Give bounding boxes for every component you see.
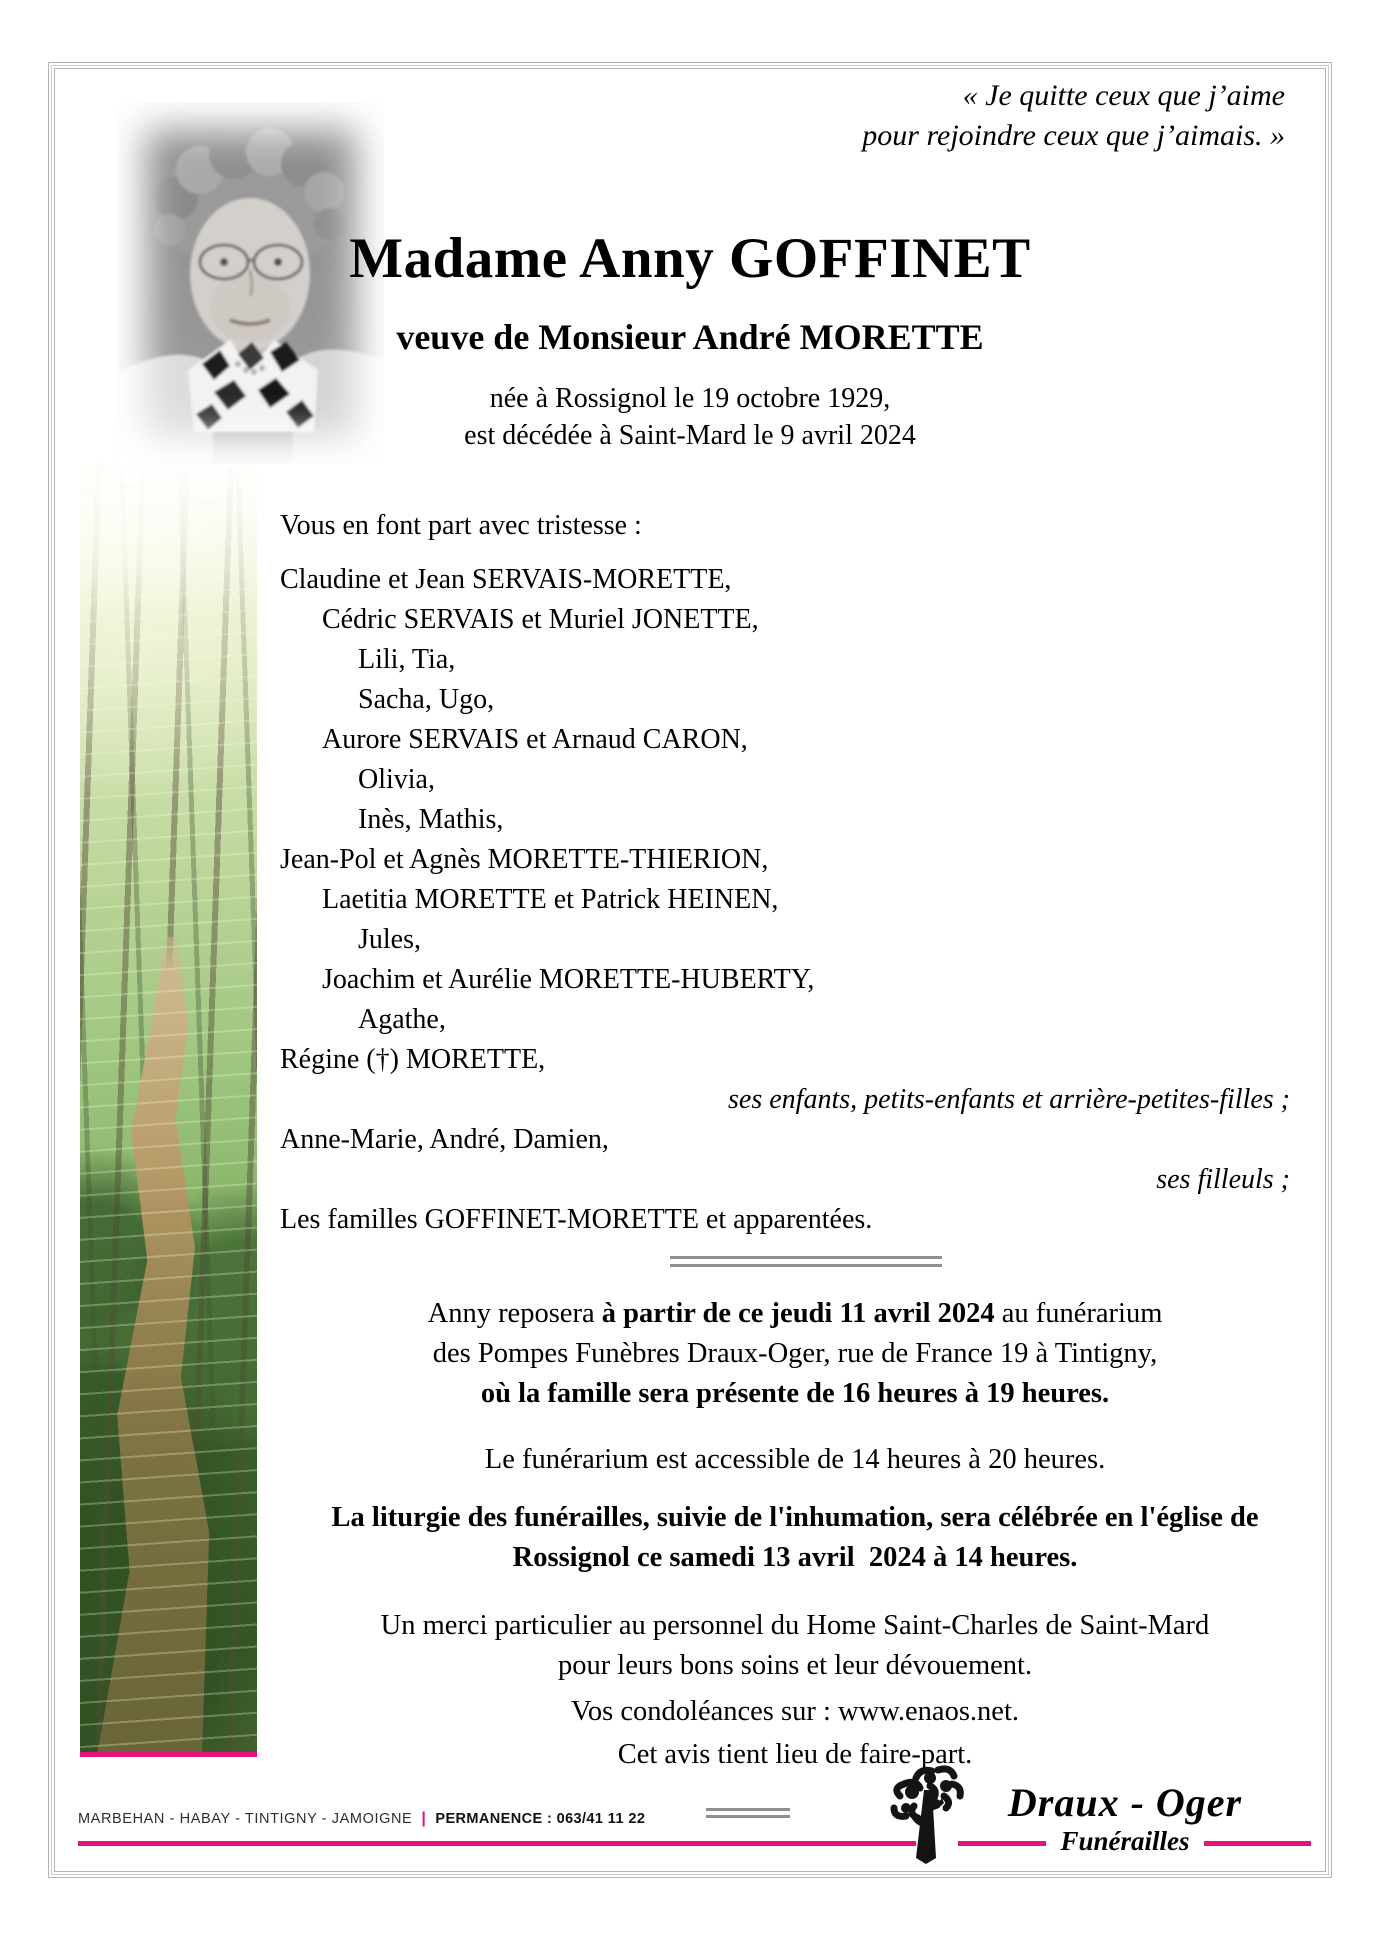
deceased-name: Madame Anny GOFFINET [349,227,1031,290]
family-member-row: Anne-Marie, André, Damien, [280,1124,609,1155]
repose-paragraph [280,1294,1310,1414]
family-member-row: Jules, [358,924,421,955]
brand-name: Draux - Oger [1007,1780,1243,1825]
section-divider [670,1256,942,1267]
paragraph-line: Anny reposera à partir de ce jeudi 11 avril 2024 au funérarium [427,1298,1163,1329]
brand-subtitle: Funérailles [1046,1826,1203,1856]
forest-path-image [80,458,257,1757]
family-member-row: Laetitia MORETTE et Patrick HEINEN, [322,884,779,915]
family-member-row: Jean-Pol et Agnès MORETTE-THIERION, [280,844,769,875]
relationship-label: ses filleuls ; [1156,1164,1290,1195]
brand-logo [990,1782,1260,1856]
birth-line: née à Rossignol le 19 octobre 1929, [489,383,891,414]
paragraph-line: où la famille sera présente de 16 heures à 19 heures. [480,1378,1110,1409]
family-member-row: Régine (†) MORETTE, [280,1044,546,1075]
tree-icon [886,1762,970,1871]
family-member-row: Olivia, [358,764,435,795]
notice-paragraph [280,1735,1310,1775]
family-member-row: Aurore SERVAIS et Arnaud CARON, [322,724,748,755]
family-member-row: Sacha, Ugo, [358,684,495,715]
family-member-row: Joachim et Aurélie MORETTE-HUBERTY, [322,964,815,995]
footer-separator: | [421,1810,427,1827]
family-member-row: Les familles GOFFINET-MORETTE et apparentées. [280,1204,873,1235]
paragraph-line: pour leurs bons soins et leur dévouement. [557,1650,1033,1681]
family-member-row: Agathe, [358,1004,446,1035]
family-member-row: Cédric SERVAIS et Muriel JONETTE, [322,604,759,635]
family-list [280,560,1290,1240]
paragraph-line: Cet avis tient lieu de faire-part. [617,1739,973,1770]
paragraph-line: des Pompes Funèbres Draux-Oger, rue de France 19 à Tintigny, [432,1338,1158,1369]
widow-of: veuve de Monsieur André MORETTE [396,317,984,357]
quote-line-1: « Je quitte ceux que j’aime [962,79,1285,112]
condolences-paragraph [280,1692,1310,1732]
paragraph-line: Vos condoléances sur : www.enaos.net. [571,1696,1019,1727]
liturgy-paragraph [280,1498,1310,1578]
paragraph-line: Rossignol ce samedi 13 avril 2024 à 14 heures. [512,1542,1078,1573]
announcement-intro: Vous en font part avec tristesse : [280,510,642,541]
paragraph-line: Un merci particulier au personnel du Home Saint-Charles de Saint-Mard [380,1610,1210,1641]
footer-permanence: PERMANENCE : 063/41 11 22 [435,1811,646,1827]
memorial-quote [862,76,1285,156]
family-member-row: Inès, Mathis, [358,804,504,835]
relationship-label: ses enfants, petits-enfants et arrière-petites-filles ; [728,1084,1290,1115]
header [50,228,1330,454]
death-line: est décédée à Saint-Mard le 9 avril 2024 [464,420,916,451]
quote-line-2: pour rejoindre ceux que j’aimais. » [862,119,1285,152]
thanks-paragraph [280,1606,1310,1686]
paragraph-line: Le funérarium est accessible de 14 heures à 20 heures. [484,1444,1106,1475]
family-member-row: Claudine et Jean SERVAIS-MORETTE, [280,564,732,595]
footer-locations [78,1810,645,1828]
family-member-row: Lili, Tia, [358,644,456,675]
paragraph-line: La liturgie des funérailles, suivie de l'inhumation, sera célébrée en l'église de [331,1502,1259,1533]
footer-cities-text: MARBEHAN - HABAY - TINTIGNY - JAMOIGNE [78,1811,413,1827]
footer-double-line [706,1808,790,1818]
funerarium-hours-paragraph [280,1440,1310,1480]
family-announcement [280,506,1290,1240]
